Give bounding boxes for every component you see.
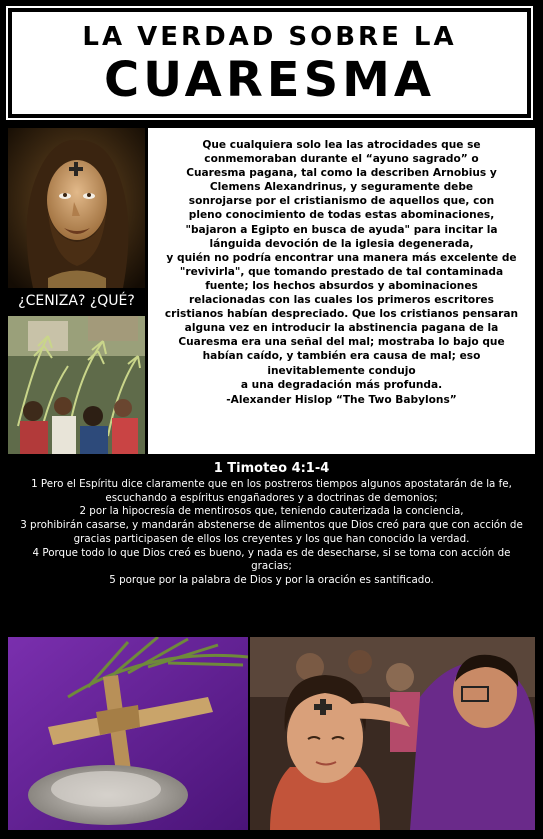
quote-line: conmemoraban durante el “ayuno sagrado” o	[204, 153, 479, 166]
scripture-verse: 3 prohibirán casarse, y mandarán abstenerse de alimentos que Dios creó para que con acción de gracias participasen de ellos los creyentes y los que han conocido la verdad.	[20, 519, 523, 545]
quote-line: inevitablemente condujo	[267, 364, 416, 377]
quote-line: sonrojarse por el cristianismo de aquellos que, con	[188, 195, 495, 208]
title-line-1: LA VERDAD SOBRE LA	[82, 22, 457, 52]
quote-line: lánguida devoción de la iglesia degenerada,	[209, 237, 474, 250]
ash-wednesday-blessing-image	[250, 637, 535, 830]
quote-line: fuente; los hechos absurdos y abominaciones	[205, 279, 478, 292]
title-banner	[8, 8, 531, 118]
scripture-block	[8, 460, 535, 588]
quote-line: Cuaresma era una señal del mal; mostraba lo bajo que	[178, 336, 505, 349]
quote-line: Clemens Alexandrinus, y seguramente debe	[209, 181, 474, 194]
scripture-verse: 2 por la hipocresía de mentirosos que, teniendo cauterizada la conciencia,	[79, 505, 464, 518]
quote-line: habían caído, y también era causa de mal; eso	[202, 350, 481, 363]
scripture-verse: 1 Pero el Espíritu dice claramente que en los postreros tiempos algunos apostatarán de la fe, escuchando a espíritus engañadores y a doctrinas de demonios;	[31, 478, 512, 504]
scripture-verse: 5 porque por la palabra de Dios y por la oración es santificado.	[109, 573, 434, 586]
scripture-verse: 4 Porque todo lo que Dios creó es bueno, y nada es de desecharse, si se toma con acción de gracias;	[32, 546, 511, 573]
title-line-2: CUARESMA	[103, 52, 436, 108]
jesus-portrait-image	[8, 128, 145, 288]
quote-line: Que cualquiera solo lea las atrocidades que se	[202, 139, 481, 151]
quote-author: -Alexander Hislop “The Two Babylons”	[226, 393, 457, 406]
quote-line: relacionadas con las cuales los primeros escritores	[189, 294, 494, 307]
quote-line: y quién no podría encontrar una manera más excelente de	[166, 251, 517, 264]
palm-sunday-crowd-image	[8, 316, 145, 454]
quote-line: a una degradación más profunda.	[240, 378, 443, 391]
ceniza-caption: ¿CENIZA? ¿QUÉ?	[8, 288, 145, 316]
quote-line: cristianos habían despreciado. Que los cristianos pensaran	[164, 308, 519, 321]
quote-line: Cuaresma pagana, tal como la describen Arnobius y	[186, 167, 497, 180]
palm-cross-ashes-image	[8, 637, 248, 830]
quote-line: alguna vez en introducir la abstinencia pagana de la	[184, 322, 499, 335]
quote-line: pleno conocimiento de todas estas abominaciones,	[188, 209, 495, 222]
quote-line: "revivirla", que tomando prestado de tal contaminada	[179, 265, 504, 278]
quote-line: "bajaron a Egipto en busca de ayuda" para incitar la	[185, 223, 498, 236]
scripture-reference: 1 Timoteo 4:1-4	[213, 461, 330, 476]
hislop-quote	[148, 128, 535, 454]
